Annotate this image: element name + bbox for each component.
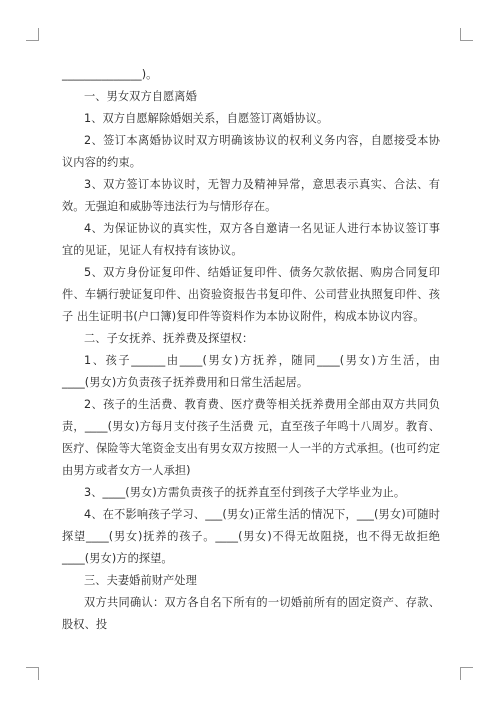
crop-mark-bottom-left	[26, 667, 39, 680]
section-heading-voluntary-divorce: 一、男女双方自愿离婚	[84, 90, 197, 103]
paragraph-custody-3: 3、____(男女)方需负责孩子的抚养直至付到孩子大学毕业为止。	[84, 486, 406, 499]
crop-mark-top-left	[26, 28, 39, 41]
section-heading-child-custody: 二、子女抚养、抚养费及探望权：	[84, 332, 254, 345]
paragraph-clause-3: 3、双方签订本协议时，无智力及精神异常，意思表示真实、合法、有效。无强迫和威胁等违法行为与情形存在。	[62, 178, 440, 213]
paragraph-clause-5: 5、双方身份证复印件、结婚证复印件、债务欠款依据、购房合同复印件、车辆行驶证复印件、出资验资报告书复印件、公司营业执照复印件、孩子 出生证明书(户口簿)复印件等资料作为本协议附件，构成本协议内容。	[62, 266, 440, 323]
paragraph-clause-4: 4、为保证协议的真实性，双方各自邀请一名见证人进行本协议签订事宜的见证，见证人有权持有该协议。	[62, 222, 440, 257]
paragraph-custody-2: 2、孩子的生活费、教育费、医疗费等相关抚养费用全部由双方共同负责，____(男女)方每月支付孩子生活费 元，直至孩子年鸣十八周岁。教育、医疗、保险等大笔资金支出有男女双方按照一人一半的方式承担。(也可约定由男方或者女方一人承担)	[62, 398, 440, 477]
paragraph-custody-4: 4、在不影响孩子学习、___(男女)正常生活的情况下，___(男女)可随时探望____(男女)抚养的孩子。____(男女)不得无故阻挠，也不得无故拒绝____(男女)方的探望。	[62, 508, 440, 565]
section-heading-premarital-property: 三、夫妻婚前财产处理	[84, 574, 197, 587]
crop-mark-top-right	[460, 28, 473, 41]
crop-mark-bottom-right	[460, 667, 473, 680]
document-body	[62, 64, 440, 636]
paragraph-blank-line: ______________)。	[62, 68, 158, 81]
paragraph-clause-2: 2、签订本离婚协议时双方明确该协议的权利义务内容，自愿接受本协议内容的约束。	[62, 134, 440, 169]
paragraph-custody-1: 1、孩子______由____(男女)方抚养，随同____(男女)方生活，由____(男女)方负责孩子抚养费用和日常生活起居。	[62, 354, 440, 389]
paragraph-property-1: 双方共同确认：双方各自名下所有的一切婚前所有的固定资产、存款、股权、投	[62, 596, 440, 631]
paragraph-clause-1: 1、双方自愿解除婚姻关系，自愿签订离婚协议。	[84, 112, 329, 125]
